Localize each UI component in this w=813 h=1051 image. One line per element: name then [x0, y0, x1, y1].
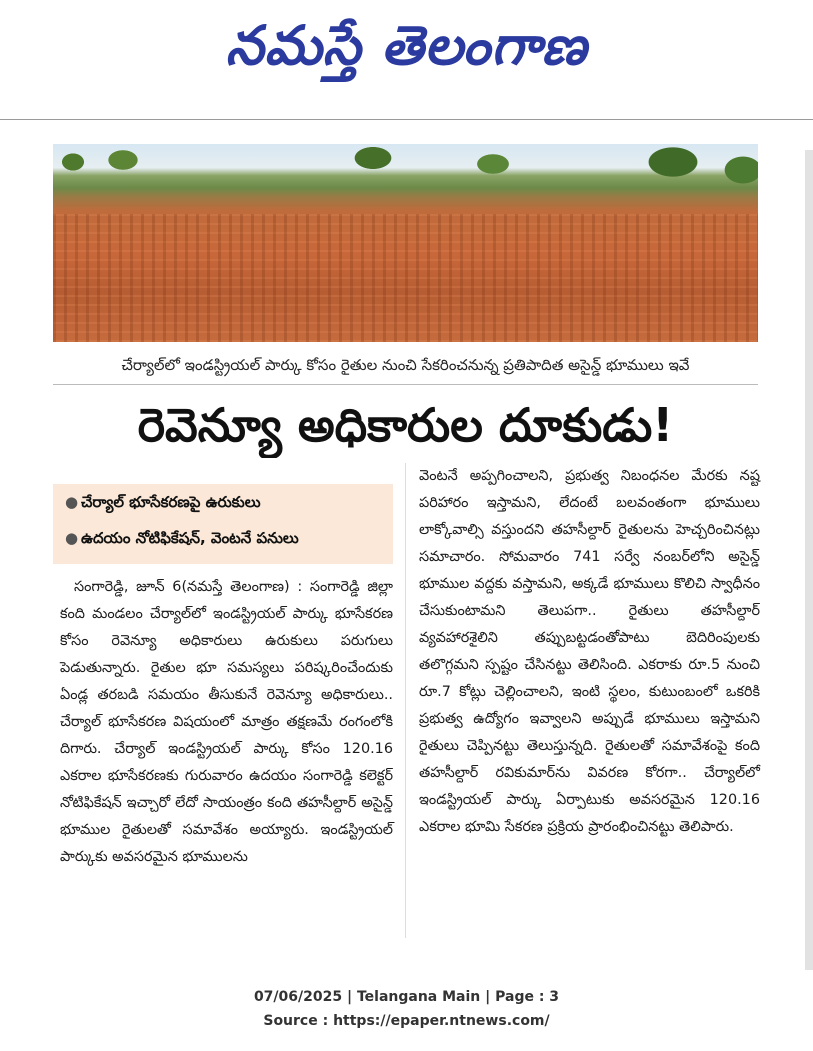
article-body-right: వెంటనే అప్పగించాలని, ప్రభుత్వ నిబంధనల మేరకు నష్ట పరిహారం ఇస్తామని, లేదంటే బలవంతంగా భూములు లాక్కోవాల్సి వస్తుందని తహసీల్దార్ రైతులను హెచ్చరించినట్లు సమాచారం. సోమవారం 741 సర్వే నంబర్‌లోని అసైన్డ్ భూముల వద్దకు వస్తామని, అక్కడే భూములు కొలిచి స్వాధీనం చేసుకుంటామని తెలుపగా.. రైతులు తహసీల్దార్ వ్యవహారశైలిని తప్పుబట్టడంతోపాటు బెదిరింపులకు తలొగ్గమని స్పష్టం చేసినట్టు తెలిసింది. ఎకరాకు రూ.5 నుంచి రూ.7 కోట్లు చెల్లించాలని, ఇంటి స్థలం, కుటుంబంలో ఒకరికి ప్రభుత్వ ఉద్యోగం ఇవ్వాలని అప్పుడే భూములు ఇస్తామని రైతులు చెప్పినట్టు తెలుస్తున్నది. రైతులతో సమావేశంపై కంది తహసీల్దార్ రవికుమార్‌ను వివరణ కోరగా.. చేర్యాల్‌లో ఇండస్ట్రియల్ పార్కు ఏర్పాటుకు అవసరమైన 120.16 ఎకరాల భూమి సేకరణ ప్రక్రియ ప్రారంభించినట్టు తెలిపారు.	[419, 468, 760, 835]
bullet-icon: ●	[65, 529, 79, 547]
highlight-item: ● చేర్యాల్ భూసేకరణపై ఉరుకులు	[53, 484, 393, 520]
photo-caption: చేర్యాల్‌లో ఇండస్ట్రియల్ పార్కు కోసం రైతుల నుంచి సేకరించనున్న ప్రతిపాదిత అసైన్డ్ భూములు ఇవే	[121, 356, 690, 374]
column-divider	[405, 463, 406, 938]
page-edge-stripe	[805, 150, 813, 970]
footer	[0, 985, 813, 1033]
footer-date-line: 07/06/2025 | Telangana Main | Page : 3	[253, 989, 560, 1005]
tree-line	[53, 144, 758, 194]
masthead-title: నమస్తే తెలంగాణ	[225, 14, 588, 77]
farmland-photo	[53, 144, 758, 342]
highlight-item: ● ఉదయం నోటిఫికేషన్, వెంటనే పనులు	[53, 520, 393, 556]
masthead	[0, 0, 813, 95]
caption-divider	[53, 384, 758, 385]
footer-source-link[interactable]: Source : https://epaper.ntnews.com/	[263, 1013, 550, 1029]
article-body-left: సంగారెడ్డి, జూన్ 6(నమస్తే తెలంగాణ) : సంగారెడ్డి జిల్లా కంది మండలం చేర్యాల్‌లో ఇండస్ట్రియల్ పార్కు భూసేకరణ కోసం రెవెన్యూ అధికారులు ఉరుకులు పరుగులు పెడుతున్నారు. రైతుల భూ సమస్యలు పరిష్కరించేందుకు ఏండ్ల తరబడి సమయం తీసుకునే రెవెన్యూ అధికారులు.. చేర్యాల్ భూసేకరణ విషయంలో మాత్రం తక్షణమే రంగంలోకి దిగారు. చేర్యాల్ ఇండస్ట్రియల్ పార్కు కోసం 120.16 ఎకరాల భూసేకరణకు గురువారం ఉదయం సంగారెడ్డి కలెక్టర్ నోటిఫికేషన్ ఇచ్చారో లేదో సాయంత్రం కంది తహసీల్దార్ అసైన్డ్ భూముల రైతులతో సమావేశం అయ్యారు. ఇండస్ట్రియల్ పార్కుకు అవసరమైన భూములను	[60, 579, 393, 865]
highlights-box	[53, 484, 393, 564]
bullet-icon: ●	[65, 493, 79, 511]
soil-texture	[53, 214, 758, 342]
masthead-divider	[0, 119, 813, 120]
article-headline: రెవెన్యూ అధికారుల దూకుడు!	[137, 398, 674, 452]
